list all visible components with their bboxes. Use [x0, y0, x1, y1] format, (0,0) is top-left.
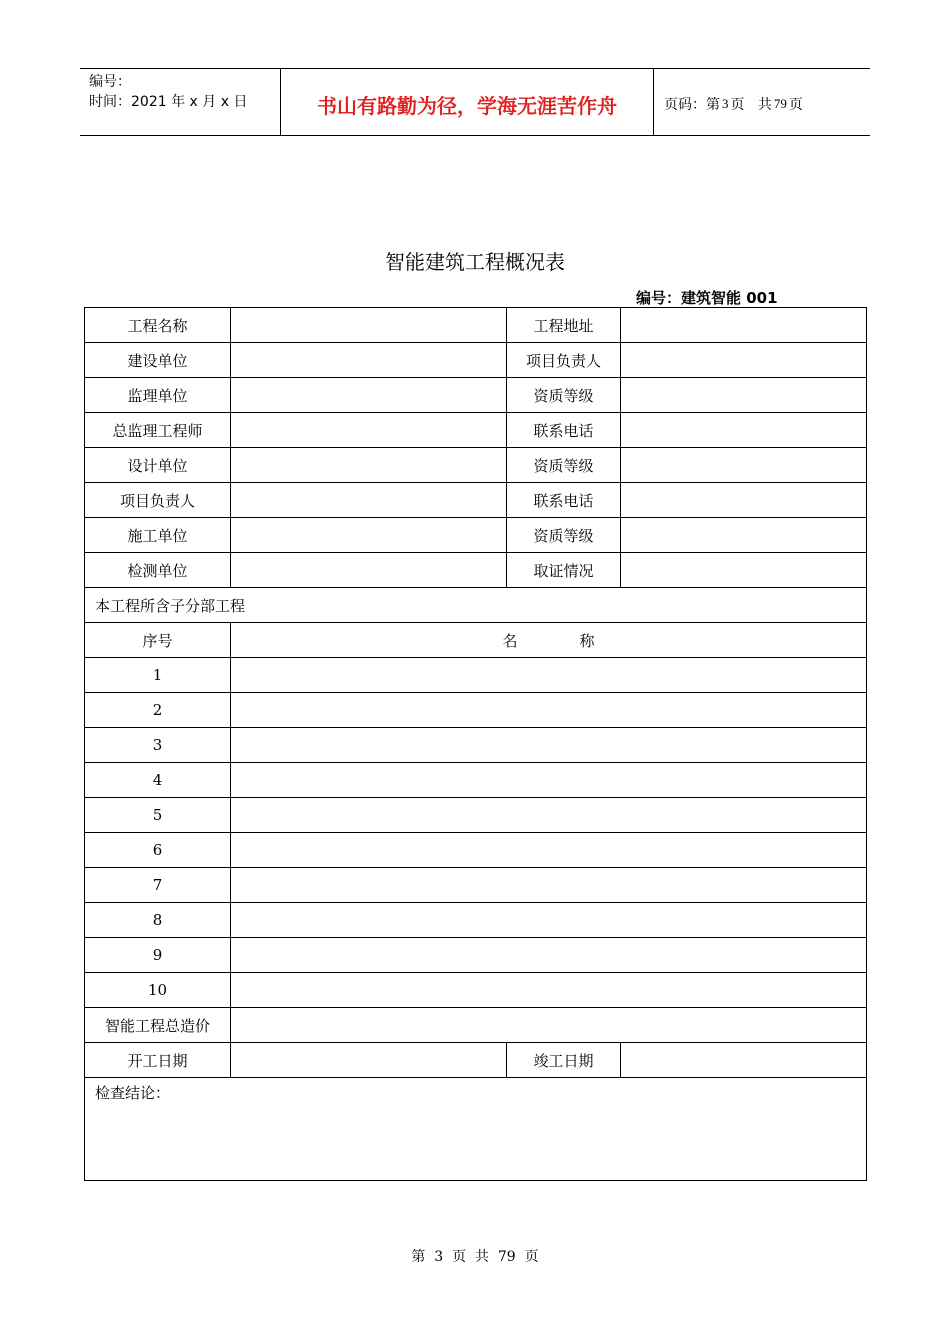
- info-row: [85, 518, 867, 553]
- info-label: 工程地址: [507, 308, 621, 343]
- info-row: [85, 413, 867, 448]
- conclusion-cell[interactable]: [85, 1078, 867, 1181]
- row-name-value[interactable]: [231, 763, 867, 798]
- row-name-value[interactable]: [231, 903, 867, 938]
- info-value[interactable]: [231, 518, 507, 553]
- info-value[interactable]: [621, 448, 867, 483]
- row-number: 6: [85, 833, 231, 868]
- info-label: 项目负责人: [85, 483, 231, 518]
- table-row: [85, 938, 867, 973]
- info-value[interactable]: [621, 518, 867, 553]
- info-label: 总监理工程师: [85, 413, 231, 448]
- row-name-value[interactable]: [231, 868, 867, 903]
- info-value[interactable]: [621, 378, 867, 413]
- info-value[interactable]: [231, 343, 507, 378]
- name-header: [231, 623, 867, 658]
- row-name-value[interactable]: [231, 693, 867, 728]
- row-name-value[interactable]: [231, 973, 867, 1008]
- page-total: 79: [773, 96, 787, 111]
- header-meta: [80, 69, 281, 135]
- info-row: [85, 378, 867, 413]
- total-cost-row: [85, 1008, 867, 1043]
- table-row: [85, 903, 867, 938]
- info-row: [85, 483, 867, 518]
- table-row: [85, 728, 867, 763]
- table-row: [85, 763, 867, 798]
- info-value[interactable]: [231, 553, 507, 588]
- list-header-row: [85, 623, 867, 658]
- info-value[interactable]: [621, 343, 867, 378]
- footer-section: [85, 1008, 867, 1181]
- dates-row: [85, 1043, 867, 1078]
- info-row: [85, 308, 867, 343]
- header-number-label: 编号：: [89, 74, 131, 90]
- info-label: 检测单位: [85, 553, 231, 588]
- info-value[interactable]: [621, 553, 867, 588]
- subsection-title: 本工程所含子分部工程: [85, 588, 867, 623]
- info-row: [85, 553, 867, 588]
- subsection-list: [85, 658, 867, 1008]
- info-section: [85, 308, 867, 588]
- row-name-value[interactable]: [231, 658, 867, 693]
- page-suffix: 页: [788, 97, 803, 113]
- info-label: 资质等级: [507, 448, 621, 483]
- table-row: [85, 658, 867, 693]
- info-label: 施工单位: [85, 518, 231, 553]
- row-number: 5: [85, 798, 231, 833]
- row-number: 10: [85, 973, 231, 1008]
- row-name-value[interactable]: [231, 798, 867, 833]
- seq-header: 序号: [85, 623, 231, 658]
- page-current: 3: [722, 96, 729, 111]
- info-value[interactable]: [231, 308, 507, 343]
- form-title: 智能建筑工程概况表: [385, 250, 565, 274]
- end-date-value[interactable]: [621, 1043, 867, 1078]
- info-label: 项目负责人: [507, 343, 621, 378]
- end-date-label: 竣工日期: [507, 1043, 621, 1078]
- page-header: [80, 68, 870, 136]
- subsection-row: [85, 588, 867, 623]
- page-footer: 第 3 页 共 79 页: [411, 1249, 539, 1265]
- start-date-label: 开工日期: [85, 1043, 231, 1078]
- info-label: 联系电话: [507, 483, 621, 518]
- row-number: 8: [85, 903, 231, 938]
- table-row: [85, 693, 867, 728]
- row-number: 9: [85, 938, 231, 973]
- info-value[interactable]: [621, 483, 867, 518]
- info-row: [85, 343, 867, 378]
- info-value[interactable]: [231, 378, 507, 413]
- row-number: 7: [85, 868, 231, 903]
- subsection: [85, 588, 867, 658]
- info-label: 设计单位: [85, 448, 231, 483]
- header-motto: 书山有路勤为径，学海无涯苦作舟: [281, 69, 654, 135]
- info-label: 监理单位: [85, 378, 231, 413]
- conclusion-label: 检查结论：: [95, 1084, 171, 1102]
- info-label: 资质等级: [507, 518, 621, 553]
- row-name-value[interactable]: [231, 938, 867, 973]
- page-mid: 页 共: [730, 97, 772, 113]
- table-row: [85, 973, 867, 1008]
- page-prefix: 页码：第: [664, 97, 720, 113]
- info-label: 工程名称: [85, 308, 231, 343]
- info-label: 建设单位: [85, 343, 231, 378]
- document-number: 编号：建筑智能 001: [636, 289, 778, 307]
- info-value[interactable]: [231, 483, 507, 518]
- header-time-label: 时间：2021 年 x 月 x 日: [89, 94, 248, 110]
- info-label: 取证情况: [507, 553, 621, 588]
- project-overview-table: [84, 307, 867, 1181]
- info-label: 联系电话: [507, 413, 621, 448]
- info-value[interactable]: [231, 448, 507, 483]
- info-value[interactable]: [231, 413, 507, 448]
- name-header-a: 名: [502, 631, 518, 650]
- info-value[interactable]: [621, 413, 867, 448]
- row-name-value[interactable]: [231, 833, 867, 868]
- info-row: [85, 448, 867, 483]
- row-number: 4: [85, 763, 231, 798]
- start-date-value[interactable]: [231, 1043, 507, 1078]
- total-cost-label: 智能工程总造价: [85, 1008, 231, 1043]
- name-header-b: 称: [579, 631, 595, 650]
- table-row: [85, 868, 867, 903]
- row-number: 3: [85, 728, 231, 763]
- conclusion-row: [85, 1078, 867, 1181]
- header-page-info: [654, 69, 870, 135]
- row-number: 2: [85, 693, 231, 728]
- row-name-value[interactable]: [231, 728, 867, 763]
- info-label: 资质等级: [507, 378, 621, 413]
- row-number: 1: [85, 658, 231, 693]
- table-row: [85, 833, 867, 868]
- info-value[interactable]: [621, 308, 867, 343]
- table-row: [85, 798, 867, 833]
- total-cost-value[interactable]: [231, 1008, 867, 1043]
